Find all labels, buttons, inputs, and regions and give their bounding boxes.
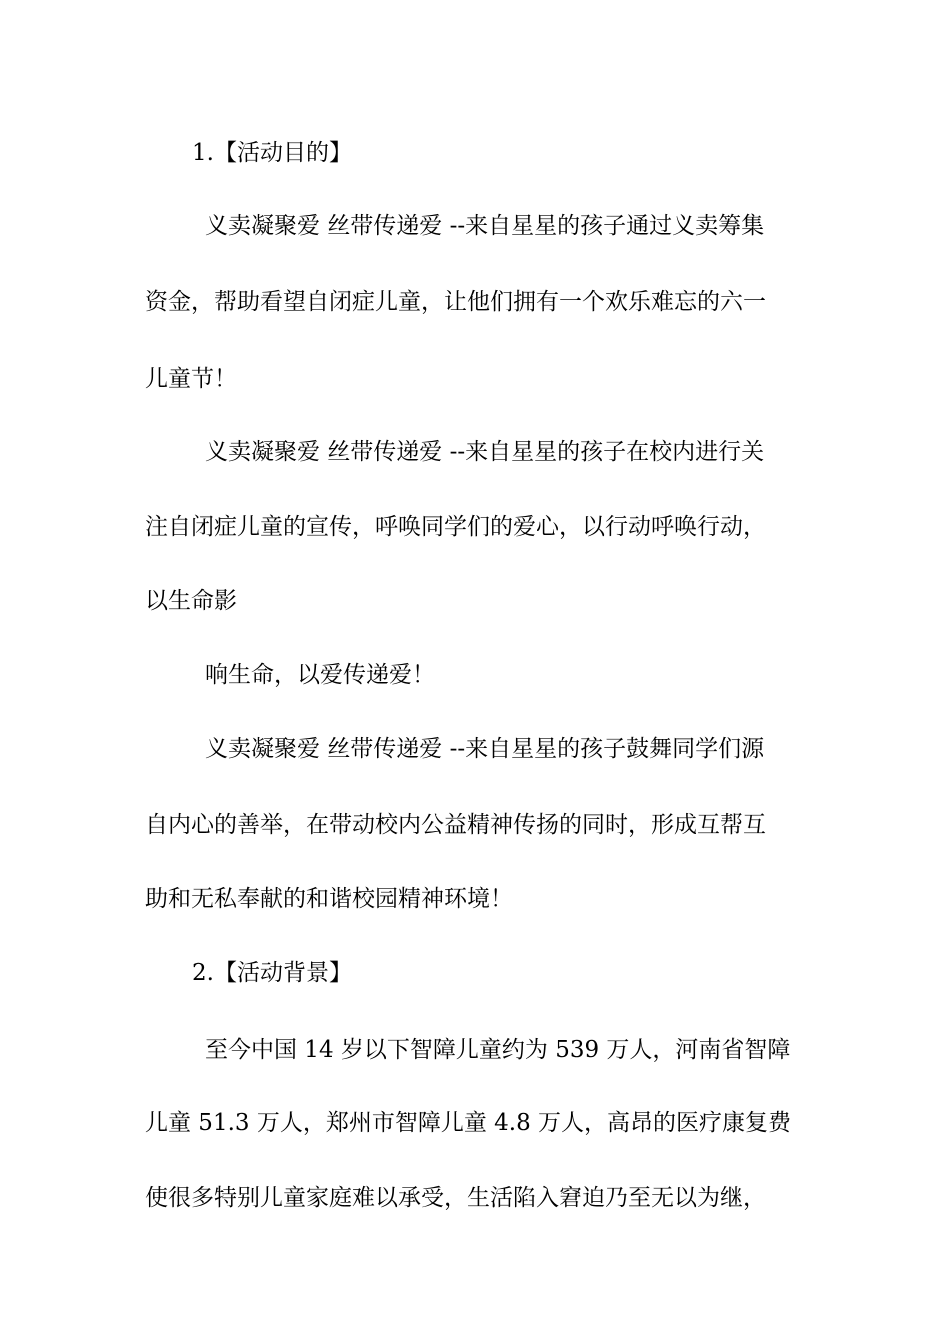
paragraph-line: 注自闭症儿童的宣传，呼唤同学们的爱心，以行动呼唤行动，: [145, 514, 766, 540]
section-heading-purpose: 1.【活动目的】: [192, 140, 352, 166]
paragraph-line: 儿童节！: [145, 366, 237, 392]
paragraph-line: 资金，帮助看望自闭症儿童，让他们拥有一个欢乐难忘的六一: [145, 289, 766, 315]
section-heading-background: 2.【活动背景】: [192, 960, 352, 986]
paragraph-line: 义卖凝聚爱 丝带传递爱 --来自星星的孩子在校内进行关: [205, 439, 765, 465]
paragraph-line: 至今中国 14 岁以下智障儿童约为 539 万人，河南省智障: [205, 1037, 791, 1063]
paragraph-line: 使很多特别儿童家庭难以承受，生活陷入窘迫乃至无以为继，: [145, 1185, 766, 1211]
paragraph-line: 义卖凝聚爱 丝带传递爱 --来自星星的孩子鼓舞同学们源: [205, 736, 765, 762]
paragraph-line: 自内心的善举，在带动校内公益精神传扬的同时，形成互帮互: [145, 812, 766, 838]
paragraph-line: 助和无私奉献的和谐校园精神环境！: [145, 886, 513, 912]
paragraph-line: 义卖凝聚爱 丝带传递爱 --来自星星的孩子通过义卖筹集: [205, 213, 765, 239]
paragraph-line: 以生命影: [145, 588, 237, 614]
paragraph-line: 儿童 51.3 万人，郑州市智障儿童 4.8 万人，高昂的医疗康复费: [145, 1110, 792, 1136]
paragraph-line: 响生命，以爱传递爱！: [205, 662, 435, 688]
